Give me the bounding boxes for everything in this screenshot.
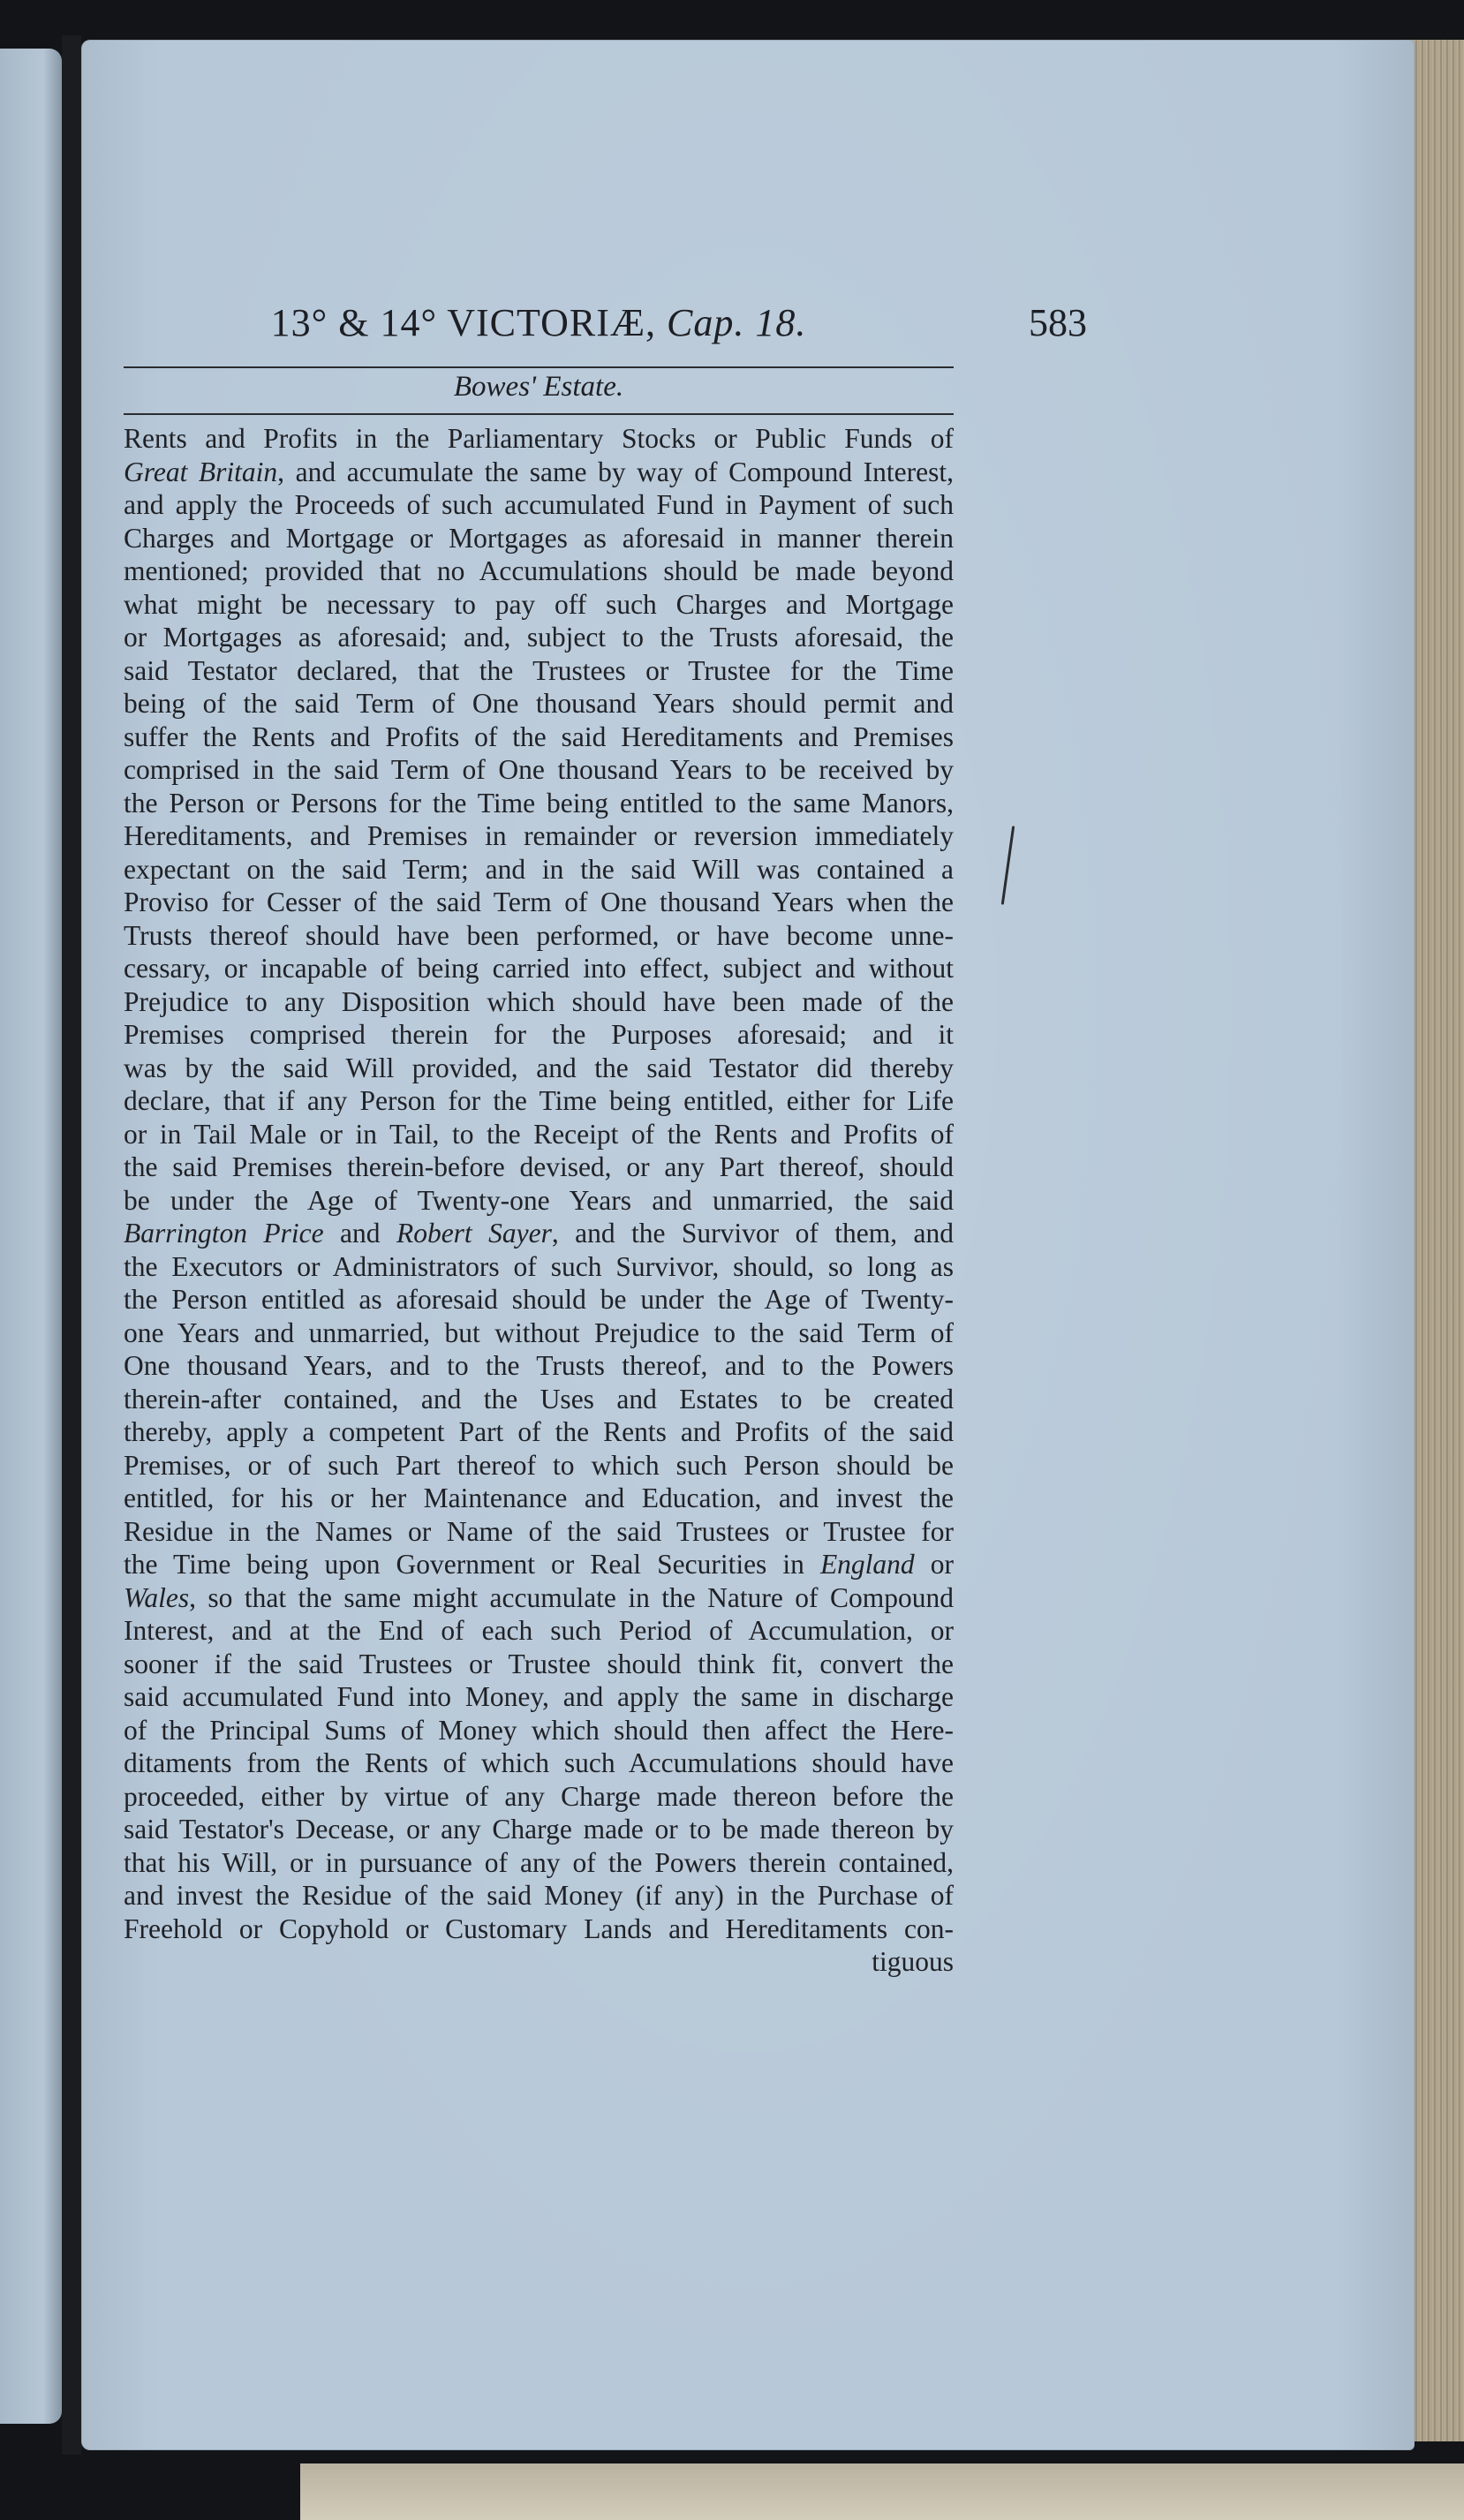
text-line: being of the said Term of One thousand Years should permit and bbox=[124, 688, 954, 719]
catchword: tiguous bbox=[872, 1946, 954, 1977]
text-line: said accumulated Fund into Money, and apply the same in discharge bbox=[124, 1681, 954, 1712]
text-line: and invest the Residue of the said Money (if any) in the Purchase of bbox=[124, 1880, 954, 1911]
text-line: expectant on the said Term; and in the said Will was contained a bbox=[124, 853, 954, 885]
text-line: said Testator declared, that the Trustees or Trustee for the Time bbox=[124, 654, 954, 686]
text-line: Great Britain, and accumulate the same by way of Compound Interest, bbox=[124, 456, 954, 487]
text-line: the Executors or Administrators of such Survivor, should, so long as bbox=[124, 1250, 954, 1282]
text-line: the said Premises therein-before devised, or any Part thereof, should bbox=[124, 1151, 954, 1182]
text-line: therein-after contained, and the Uses and Estates to be created bbox=[124, 1383, 954, 1415]
text-line: Charges and Mortgage or Mortgages as aforesaid in manner therein bbox=[124, 522, 954, 554]
section-rule bbox=[124, 413, 954, 415]
section-title: Bowes' Estate. bbox=[453, 371, 624, 403]
page-header bbox=[124, 300, 1086, 362]
page-number: 583 bbox=[1029, 301, 1087, 344]
text-line: was by the said Will provided, and the said Testator did thereby bbox=[124, 1052, 954, 1083]
italic-phrase: Great Britain bbox=[124, 456, 278, 487]
text-line: Prejudice to any Disposition which should have been made of the bbox=[124, 985, 954, 1017]
body-text bbox=[124, 422, 954, 1979]
text-line: Residue in the Names or Name of the said Trustees or Trustee for bbox=[124, 1515, 954, 1547]
text-line: one Years and unmarried, but without Prejudice to the said Term of bbox=[124, 1317, 954, 1348]
text-line: declare, that if any Person for the Time being entitled, either for Life bbox=[124, 1085, 954, 1116]
text-line: One thousand Years, and to the Trusts thereof, and to the Powers bbox=[124, 1350, 954, 1381]
text-line: of the Principal Sums of Money which should then affect the Here- bbox=[124, 1714, 954, 1746]
text-line: or Mortgages as aforesaid; and, subject to the Trusts aforesaid, the bbox=[124, 622, 954, 653]
previous-page-edge bbox=[0, 49, 62, 2424]
running-head-main: 13° & 14° VICTORIÆ, bbox=[270, 301, 657, 344]
text-line: Freehold or Copyhold or Customary Lands and Hereditaments con- bbox=[124, 1913, 954, 1944]
running-head-chapter: Cap. 18. bbox=[667, 301, 807, 344]
text-line: what might be necessary to pay off such Charges and Mortgage bbox=[124, 588, 954, 620]
text-line: entitled, for his or her Maintenance and Education, and invest the bbox=[124, 1483, 954, 1513]
text-line: Proviso for Cesser of the said Term of One thousand Years when the bbox=[124, 887, 954, 917]
text-line: Trusts thereof should have been performed, or have become unne- bbox=[124, 919, 954, 951]
bottom-page-strip bbox=[300, 2463, 1464, 2520]
text-line: Wales, so that the same might accumulate in the Nature of Compound bbox=[124, 1581, 954, 1613]
text-line: proceeded, either by virtue of any Charge made thereon before the bbox=[124, 1780, 954, 1812]
text-line: Hereditaments, and Premises in remainder or reversion immediately bbox=[124, 820, 954, 851]
text-line: that his Will, or in pursuance of any of the Powers therein contained, bbox=[124, 1846, 954, 1878]
text-line: and apply the Proceeds of such accumulated Fund in Payment of such bbox=[124, 489, 954, 520]
text-line: suffer the Rents and Profits of the said Hereditaments and Premises bbox=[124, 721, 954, 752]
text-line: be under the Age of Twenty-one Years and unmarried, the said bbox=[124, 1184, 954, 1216]
text-line: Interest, and at the End of each such Period of Accumulation, or bbox=[124, 1615, 954, 1646]
italic-phrase: England bbox=[819, 1549, 915, 1580]
text-line: the Time being upon Government or Real Securities in England or bbox=[124, 1549, 954, 1580]
text-line: the Person or Persons for the Time being entitled to the same Manors, bbox=[124, 787, 954, 819]
running-head bbox=[124, 300, 954, 345]
text-line: Premises comprised therein for the Purposes aforesaid; and it bbox=[124, 1019, 954, 1050]
text-line: Barrington Price and Robert Sayer, and the Survivor of them, and bbox=[124, 1218, 954, 1249]
text-line: thereby, apply a competent Part of the Rents and Profits of the said bbox=[124, 1416, 954, 1447]
text-line: or in Tail Male or in Tail, to the Receipt of the Rents and Profits of bbox=[124, 1118, 954, 1150]
text-line: Rents and Profits in the Parliamentary Stocks or Public Funds of bbox=[124, 423, 954, 454]
book-gutter bbox=[62, 35, 81, 2455]
text-line: mentioned; provided that no Accumulations should be made beyond bbox=[124, 555, 954, 586]
italic-phrase: Wales bbox=[124, 1581, 190, 1613]
header-rule bbox=[124, 366, 954, 368]
italic-phrase: Barrington Price bbox=[124, 1218, 324, 1249]
text-line: the Person entitled as aforesaid should be under the Age of Twenty- bbox=[124, 1284, 954, 1315]
text-line: comprised in the said Term of One thousand Years to be received by bbox=[124, 754, 954, 785]
text-line: Premises, or of such Part thereof to which such Person should be bbox=[124, 1449, 954, 1481]
text-line: ditaments from the Rents of which such Accumulations should have bbox=[124, 1747, 954, 1778]
italic-phrase: Robert Sayer bbox=[396, 1218, 552, 1249]
text-line: cessary, or incapable of being carried into effect, subject and without bbox=[124, 953, 954, 984]
text-line: sooner if the said Trustees or Trustee should think fit, convert the bbox=[124, 1648, 954, 1679]
text-line: said Testator's Decease, or any Charge made or to be made thereon by bbox=[124, 1814, 954, 1845]
